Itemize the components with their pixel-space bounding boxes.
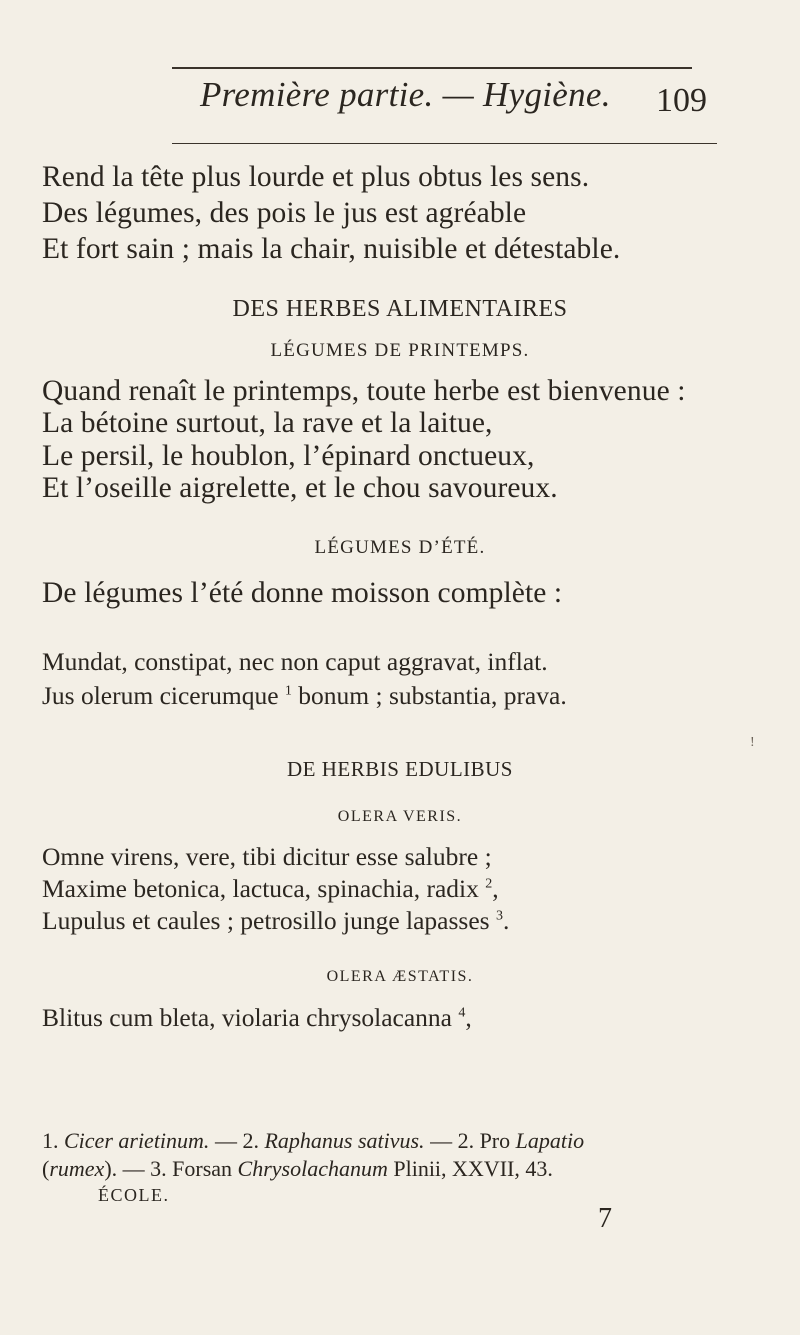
latin-line: Omne virens, vere, tibi dicitur esse salubre ; — [42, 842, 492, 871]
section-title-lat: DE HERBIS EDULIBUS — [286, 757, 513, 781]
footnote-line: 1. Cicer arietinum. — 2. Raphanus sativus. — 2. Pro Lapatio — [42, 1128, 585, 1153]
page-number: 109 — [656, 82, 707, 119]
footnote-ref: 3 — [495, 908, 503, 924]
verse-line: Rend la tête plus lourde et plus obtus les sens. — [42, 161, 590, 193]
signature-school: ÉCOLE. — [98, 1185, 170, 1205]
running-title: Première partie. — Hygiène. — [200, 75, 611, 114]
footnote-line: (rumex). — 3. Forsan Chrysolachanum Plinii, XXVII, 43. — [42, 1156, 553, 1181]
verse-line: Et fort sain ; mais la chair, nuisible et détestable. — [42, 233, 621, 265]
footnote-ref: 1 — [284, 683, 292, 699]
top-rule — [172, 67, 692, 69]
latin-line: Jus olerum cicerumque $^1$ bonum ; substantia, prava. — [42, 681, 567, 710]
verse-line: Des légumes, des pois le jus est agréable — [42, 197, 527, 229]
header-rule — [172, 143, 717, 144]
footnote-ref: 4 — [458, 1005, 466, 1021]
subsection-title-aestatis: OLERA ÆSTATIS. — [326, 968, 474, 985]
latin-line: Lupulus et caules ; petrosillo junge lapasses $^3$. — [42, 906, 510, 935]
verse-line: Et l’oseille aigrelette, et le chou savoureux. — [42, 472, 558, 504]
verse-line: Quand renaît le printemps, toute herbe est bienvenue : — [42, 375, 686, 407]
verse-line: La bétoine surtout, la rave et la laitue, — [42, 407, 493, 439]
margin-mark: ! — [750, 735, 755, 750]
latin-line: Maxime betonica, lactuca, spinachia, radix $^2$, — [42, 874, 499, 903]
subsection-title-veris: OLERA VERIS. — [337, 808, 463, 825]
verse-line: De légumes l’été donne moisson complète : — [42, 577, 563, 609]
signature-number: 7 — [598, 1203, 612, 1234]
latin-line: Blitus cum bleta, violaria chrysolacanna $^4$, — [42, 1003, 472, 1032]
footnote-ref: 2 — [485, 876, 493, 892]
subsection-title-summer: LÉGUMES D’ÉTÉ. — [314, 537, 486, 558]
subsection-title-spring: LÉGUMES DE PRINTEMPS. — [270, 340, 530, 361]
verse-line: Le persil, le houblon, l’épinard onctueux, — [42, 440, 535, 472]
latin-line: Mundat, constipat, nec non caput aggravat, inflat. — [42, 647, 548, 676]
section-title-fr: DES HERBES ALIMENTAIRES — [232, 296, 568, 322]
